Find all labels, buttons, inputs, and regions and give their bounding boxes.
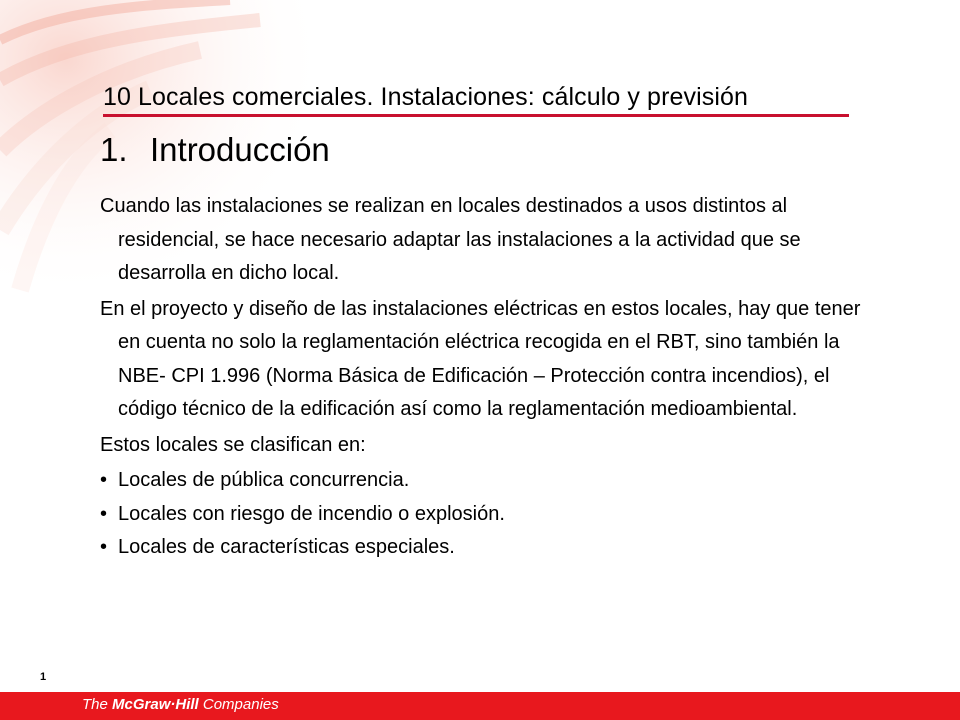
paragraph-classification: Estos locales se clasifican en: bbox=[100, 433, 366, 456]
section-number: 1. bbox=[100, 131, 128, 168]
bullet-marker: • bbox=[100, 469, 108, 491]
title-underline bbox=[103, 114, 849, 117]
section-heading bbox=[100, 131, 330, 169]
footer-bar bbox=[0, 692, 960, 720]
list-item bbox=[100, 531, 880, 565]
bullet-marker: • bbox=[100, 536, 108, 558]
page-number: 1 bbox=[40, 671, 47, 683]
publisher-logo bbox=[82, 696, 279, 713]
section-title: Introducción bbox=[150, 131, 330, 168]
list-item-text: Locales con riesgo de incendio o explosión. bbox=[118, 502, 505, 525]
bullet-marker: • bbox=[100, 502, 108, 525]
list-item-text: Locales de características especiales. bbox=[118, 536, 455, 558]
list-item bbox=[100, 498, 880, 532]
paragraph-intro: Cuando las instalaciones se realizan en locales destinados a usos distintos al residencial, se hace necesario adaptar las instalaciones a la actividad que se desarrolla en dicho local. bbox=[100, 195, 801, 284]
brand-prefix: The bbox=[82, 696, 113, 713]
presentation-title: 10 Locales comerciales. Instalaciones: cálculo y previsión bbox=[103, 83, 749, 111]
brand-name: McGraw·Hill bbox=[112, 696, 199, 713]
list-item-text: Locales de pública concurrencia. bbox=[118, 469, 410, 491]
list-item bbox=[100, 464, 880, 498]
slide-body bbox=[100, 190, 880, 565]
brand-suffix: Companies bbox=[198, 696, 279, 713]
paragraph-regulations: En el proyecto y diseño de las instalaciones eléctricas en estos locales, hay que tener en cuenta no solo la reglamentación eléctrica recogida en el RBT, sino también la NBE- CPI 1.996 (Norma Básica de Edificación – Protección contra incendios), el código técnico de la edificación así como la reglamentación medioambiental. bbox=[100, 297, 861, 420]
